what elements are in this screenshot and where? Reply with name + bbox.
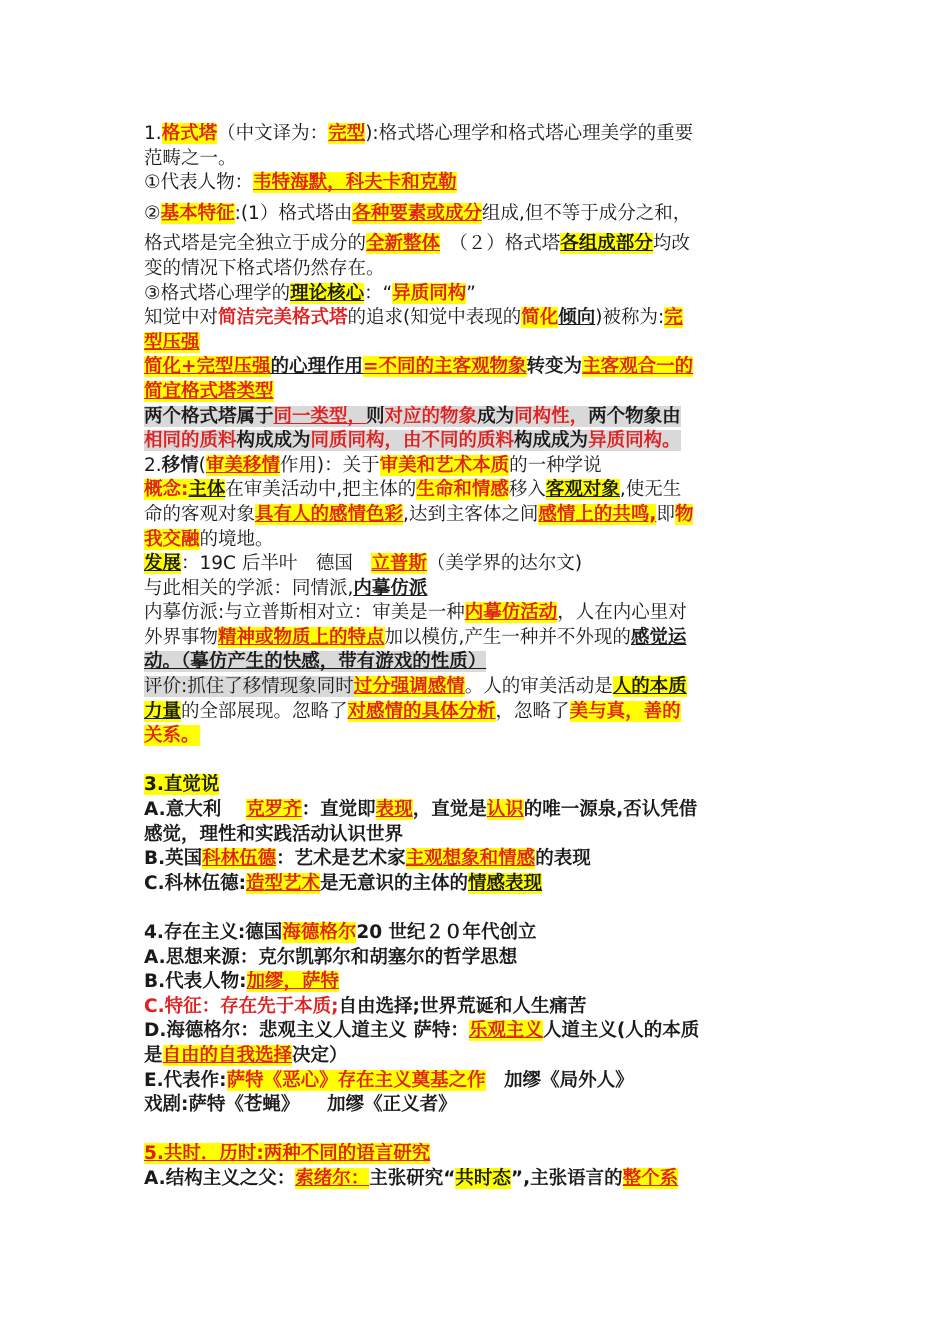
text-segment: 即 — [656, 503, 675, 525]
text-segment: 命的客观对象 — [144, 503, 256, 525]
text-segment: A.结构主义之父： — [144, 1167, 296, 1189]
text-segment: 过分 — [353, 676, 391, 698]
text-line — [144, 823, 809, 848]
text-line — [144, 1093, 809, 1118]
text-segment: （２）格式塔 — [440, 233, 561, 255]
text-segment: 客观对象 — [545, 479, 620, 501]
text-segment: 萨特《恶心》存在主义奠基之作 — [226, 1069, 486, 1091]
text-segment: ：艺术是艺术家 — [276, 848, 406, 870]
text-segment: 主客观合一的 — [582, 356, 694, 378]
text-line — [144, 429, 809, 454]
text-segment: 审美和艺术本质 — [379, 454, 510, 476]
text-line — [144, 1069, 809, 1094]
text-segment: 的一种学说 — [509, 454, 602, 476]
text-segment: 我交融 — [144, 528, 200, 550]
text-segment: （美学界的达尔文) — [426, 553, 583, 575]
text-segment: 的全部展现。忽略了 — [181, 700, 348, 722]
text-segment: 。人的审美活动是 — [464, 676, 613, 698]
text-line — [144, 331, 809, 356]
text-segment: ):格式塔心理学和格式塔心理美学的重要 — [365, 123, 694, 144]
text-line — [144, 970, 809, 995]
text-line — [144, 946, 809, 971]
text-segment: 感觉，理性和实践活动认识世界 — [144, 823, 404, 845]
text-segment: 主观想象和情感 — [405, 848, 536, 870]
text-segment: 共时态 — [455, 1167, 511, 1189]
text-segment: 造型艺术 — [246, 872, 321, 894]
blank-line — [144, 749, 809, 774]
text-line — [144, 1044, 809, 1069]
text-line — [144, 700, 809, 725]
text-segment: =不同的主客观物象 — [363, 356, 527, 378]
text-line — [144, 306, 809, 331]
text-segment: B.英国 — [144, 848, 203, 870]
text-segment: 在审美活动中,把主体的 — [225, 479, 417, 501]
text-segment: 科林伍德 — [202, 848, 277, 870]
text-segment: 两个格式塔属于 — [144, 405, 274, 427]
text-segment: 乐观主义 — [468, 1020, 543, 1042]
text-segment: 决定） — [292, 1044, 348, 1066]
text-segment: 各种要素或成分 — [352, 202, 482, 224]
text-segment: 作用)：关于 — [279, 454, 380, 476]
text-segment: 型压强 — [144, 331, 200, 353]
text-line — [144, 847, 809, 872]
document-page — [144, 122, 809, 1192]
text-line — [144, 921, 809, 946]
text-segment: ：19C 后半叶 德国 — [181, 553, 372, 575]
text-segment: 完 — [664, 307, 683, 329]
text-segment: 整个系 — [622, 1167, 679, 1189]
text-segment: 异质同构 — [392, 282, 467, 304]
text-segment: 5.共时．历时:两种不同的语言研究 — [144, 1143, 431, 1165]
text-segment: ” — [466, 282, 476, 304]
text-segment: 感情上的共鸣, — [538, 503, 657, 525]
text-segment: （中文译为： — [217, 123, 329, 144]
text-line — [144, 798, 809, 823]
text-segment: 同一类型， — [273, 405, 367, 427]
text-segment: ：直觉即 — [301, 799, 376, 821]
text-segment: 移入 — [508, 479, 546, 501]
text-segment: 人道主义(人的本质 — [542, 1020, 700, 1042]
text-segment: 相同的质料 — [144, 430, 237, 452]
text-segment: 是 — [144, 1044, 163, 1066]
text-segment: ③格式塔心理学的 — [144, 282, 291, 304]
text-segment: 韦特海默，科夫卡和克勒 — [253, 172, 457, 194]
text-segment: 基本特征 — [160, 202, 235, 224]
text-segment: ，直觉是 — [412, 799, 487, 821]
text-segment: 评价:抓住了移情现象同时 — [144, 676, 354, 698]
text-line — [144, 282, 809, 307]
text-line — [144, 1167, 809, 1192]
text-line — [144, 552, 809, 577]
text-segment: 自由选择;世界荒诞和人生痛苦 — [338, 995, 587, 1017]
text-line — [144, 257, 809, 282]
text-segment: 力量 — [144, 700, 182, 722]
text-segment: 则 — [366, 405, 385, 427]
text-line — [144, 577, 809, 602]
text-segment: 内摹仿派:与立普斯相对立：审美是一种 — [144, 602, 465, 624]
text-segment: B.代表人物: — [144, 971, 247, 993]
blank-line — [144, 1118, 809, 1143]
blank-line — [144, 896, 809, 921]
text-line — [144, 773, 809, 798]
text-segment: 异质同构。 — [588, 430, 681, 452]
text-line — [144, 478, 809, 503]
text-segment: 成为 — [477, 405, 515, 427]
text-segment: 完型 — [328, 123, 366, 144]
text-line — [144, 232, 809, 257]
text-segment: A.意大利 — [144, 799, 247, 821]
text-segment: 克罗齐 — [246, 799, 302, 821]
text-segment: 关系。 — [144, 725, 200, 747]
text-line — [144, 995, 809, 1020]
text-segment: 加以模仿,产生一种并不外现的 — [384, 626, 631, 648]
text-segment: 知觉中对 — [144, 307, 219, 329]
text-segment: 概念: — [144, 479, 189, 501]
text-segment: 4.存在主义:德国 — [144, 922, 283, 943]
text-line — [144, 528, 809, 553]
text-segment: 两个物象由 — [588, 405, 681, 427]
text-line — [144, 724, 809, 749]
text-segment: 自由的自我选择 — [162, 1044, 293, 1066]
text-segment: C.科林伍德: — [144, 872, 247, 894]
text-segment: 对感情的具体分析 — [347, 700, 496, 722]
text-segment: 构成成为 — [236, 430, 311, 452]
text-segment: 具有人的感情色彩 — [255, 503, 404, 525]
text-segment: ，忽略了 — [495, 700, 570, 722]
text-segment: 与此相关的学派：同情派, — [144, 577, 354, 599]
text-segment: 简宜格式塔类型 — [144, 380, 274, 402]
text-line — [144, 601, 809, 626]
text-segment: :(1）格式塔由 — [234, 202, 353, 224]
text-segment: 情感表现 — [468, 872, 543, 894]
text-segment: 范畴之一。 — [144, 147, 237, 169]
text-line — [144, 1019, 809, 1044]
text-segment: 3.直觉说 — [144, 774, 220, 796]
text-line — [144, 626, 809, 651]
text-segment: ( — [198, 454, 206, 476]
text-segment: 精神或物质上的特点 — [218, 626, 385, 648]
text-segment: 全新整体 — [366, 233, 441, 255]
text-segment: 简化+完型压强 — [144, 356, 271, 378]
text-line — [144, 1142, 809, 1167]
text-segment: 20 世纪２０年代创立 — [356, 922, 537, 943]
text-segment: 主张研究“ — [369, 1167, 456, 1189]
text-segment: 戏剧:萨特《苍蝇》 加缪《正义者》 — [144, 1094, 457, 1116]
text-line — [144, 147, 809, 172]
text-line — [144, 872, 809, 897]
text-segment: A.思想来源：克尔凯郭尔和胡塞尔的哲学思想 — [144, 946, 518, 968]
text-segment: 发展 — [144, 553, 182, 575]
text-segment: 主体 — [188, 479, 226, 501]
text-segment: 生命和情感 — [416, 479, 509, 501]
text-segment: 转变为 — [526, 356, 583, 378]
text-segment: C.特征：存在先于本质; — [144, 995, 339, 1017]
text-segment: 移情 — [161, 454, 199, 476]
text-segment: 的唯一源泉,否认凭借 — [523, 799, 698, 821]
text-line — [144, 503, 809, 528]
text-segment: 是无意识的主体的 — [320, 872, 469, 894]
text-segment: 对应的物象 — [384, 405, 478, 427]
text-line — [144, 355, 809, 380]
text-line — [144, 650, 809, 675]
text-segment: ，人在内心里对 — [557, 602, 687, 624]
text-segment: ”,主张语言的 — [510, 1167, 623, 1189]
text-segment: 表现 — [375, 799, 413, 821]
text-segment: 理论核心 — [290, 282, 365, 304]
text-line — [144, 454, 809, 479]
text-segment: 变的情况下格式塔仍然存在。 — [144, 257, 385, 279]
text-segment: 的境地。 — [199, 528, 274, 550]
text-segment: 的心理作用 — [270, 356, 364, 378]
text-segment: ,达到主客体之间 — [403, 503, 539, 525]
text-segment: )被称为: — [595, 307, 665, 329]
text-segment: 物 — [674, 503, 694, 525]
text-segment: 人的本质 — [612, 676, 687, 698]
text-segment: 各组成部分 — [560, 233, 653, 255]
text-segment: 审美移情 — [205, 454, 280, 476]
text-segment: 海德格尔 — [282, 922, 357, 943]
text-segment: 内摹仿活动 — [464, 602, 558, 624]
text-segment: 组成,但不等于成分之和， — [481, 202, 692, 224]
text-segment: 外界事物 — [144, 626, 219, 648]
text-segment: 2. — [144, 454, 162, 476]
text-segment: 感觉运 — [630, 626, 687, 648]
text-segment: 简洁完美格式塔 — [218, 307, 348, 329]
text-segment: 立普斯 — [371, 553, 427, 575]
text-segment: 格式塔是完全独立于成分的 — [144, 233, 367, 255]
text-segment: 构成成为 — [514, 430, 589, 452]
text-segment: ：“ — [364, 282, 393, 304]
text-segment: ,使无生 — [619, 479, 682, 501]
text-segment: D.海德格尔：悲观主义人道主义 萨特： — [144, 1020, 469, 1042]
text-segment: ①代表人物： — [144, 172, 254, 194]
text-segment: E.代表作: — [144, 1069, 227, 1091]
text-segment: ② — [144, 202, 161, 224]
text-segment: 索绪尔： — [295, 1167, 370, 1189]
text-segment: 倾向 — [558, 307, 596, 329]
text-segment: 格式塔 — [161, 123, 218, 144]
text-segment: 内摹仿派 — [353, 577, 428, 599]
text-line — [144, 171, 809, 196]
text-segment: 同质同构，由不同的质料 — [310, 430, 515, 452]
text-segment: 美与真，善的 — [569, 700, 681, 722]
text-segment: 认识 — [486, 799, 524, 821]
text-segment: 强调感情 — [390, 676, 465, 698]
text-segment: 均改 — [652, 233, 690, 255]
text-line — [144, 675, 809, 700]
text-segment: 1. — [144, 123, 162, 144]
text-segment: 动。（摹仿产生的快感，带有游戏的性质） — [144, 651, 487, 673]
text-segment: 加缪《局外人》 — [485, 1069, 634, 1091]
text-segment: 同构性， — [514, 405, 589, 427]
text-segment: 的追求(知觉中表现的 — [347, 307, 522, 329]
text-line — [144, 202, 809, 227]
text-segment: 加缪，萨特 — [246, 971, 340, 993]
text-line — [144, 405, 809, 430]
text-line — [144, 380, 809, 405]
text-segment: 的表现 — [535, 848, 591, 870]
text-segment: 简化 — [521, 307, 559, 329]
text-line — [144, 122, 809, 147]
